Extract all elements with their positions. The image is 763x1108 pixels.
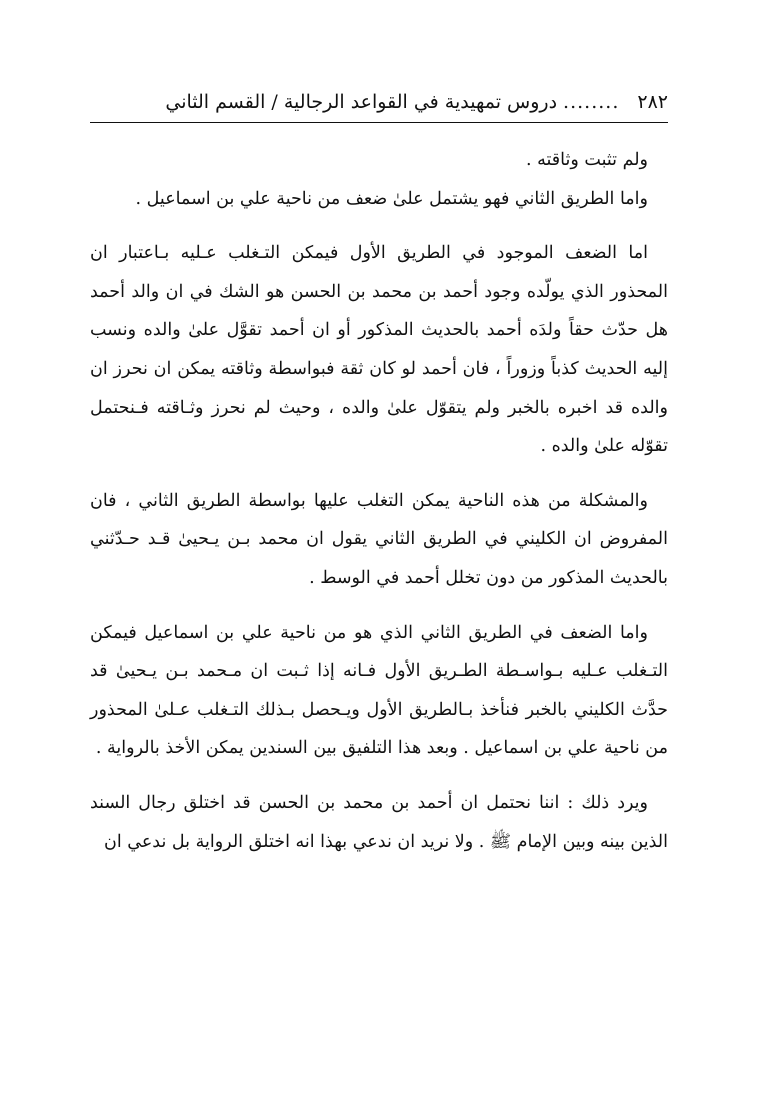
page-number: ٢٨٢ <box>637 91 668 113</box>
paragraph-6: ويرد ذلك : اننا نحتمل ان أحمد بن محمد بن الحسن قد اختلق رجال السند الذين بينه وبين الإمام ﷺ . ولا نريد ان ندعي بهذا انه اختلق الرواية بل ندعي ان <box>90 792 668 852</box>
paragraph-4: والمشكلة من هذه الناحية يمكن التغلب عليها بواسطة الطريق الثاني ، فان المفروض ان الكليني في الطريق الثاني يقول ان محمد بـن يـحيىٰ قـد حـدّثني بالحديث المذكور من دون تخلل أحمد في الوسط . <box>90 490 668 588</box>
book-page <box>90 88 668 861</box>
paragraph-3: اما الضعف الموجود في الطريق الأول فيمكن التـغلب عـليه بـاعتبار ان المحذور الذي يولّده وجود أحمد بن محمد بن الحسن هو الشك في ان والد أحمد هل حدّث حقاً ولدَه أحمد بالحديث المذكور أو ان أحمد تقوَّل علىٰ والده ونسب إليه الحديث كذباً وزوراً ، فان أحمد لو كان ثقة فبواسطة وثاقته يمكن ان نحرز ان والده قد اخبره بالخبر ولم يتقوّل علىٰ والده ، وحيث لم نحرز وثـاقته فـنحتمل تقوّله علىٰ والده . <box>90 243 668 457</box>
header-leader-dots: ........ <box>563 91 620 113</box>
running-title: دروس تمهيدية في القواعد الرجالية / القسم الثاني <box>165 91 558 113</box>
paragraph-1: ولم تثبت وثاقته . <box>526 150 648 170</box>
paragraph-5: واما الضعف في الطريق الثاني الذي هو من ناحية علي بن اسماعيل فيمكن التـغلب عـليه بـواسـطة الطـريق الأول فـانه إذا ثـبت ان مـحمد بـن يـحيىٰ قد حدَّث الكليني بالخبر فنأخذ بـالطريق الأول ويـحصل بـذلك التـغلب عـلىٰ المحذور من ناحية علي بن اسماعيل . وبعد هذا التلفيق بين السندين يمكن الأخذ بالرواية . <box>90 622 668 759</box>
page-body <box>90 141 668 861</box>
paragraph-2: واما الطريق الثاني فهو يشتمل علىٰ ضعف من ناحية علي بن اسماعيل . <box>135 188 648 209</box>
page-header <box>90 88 668 123</box>
